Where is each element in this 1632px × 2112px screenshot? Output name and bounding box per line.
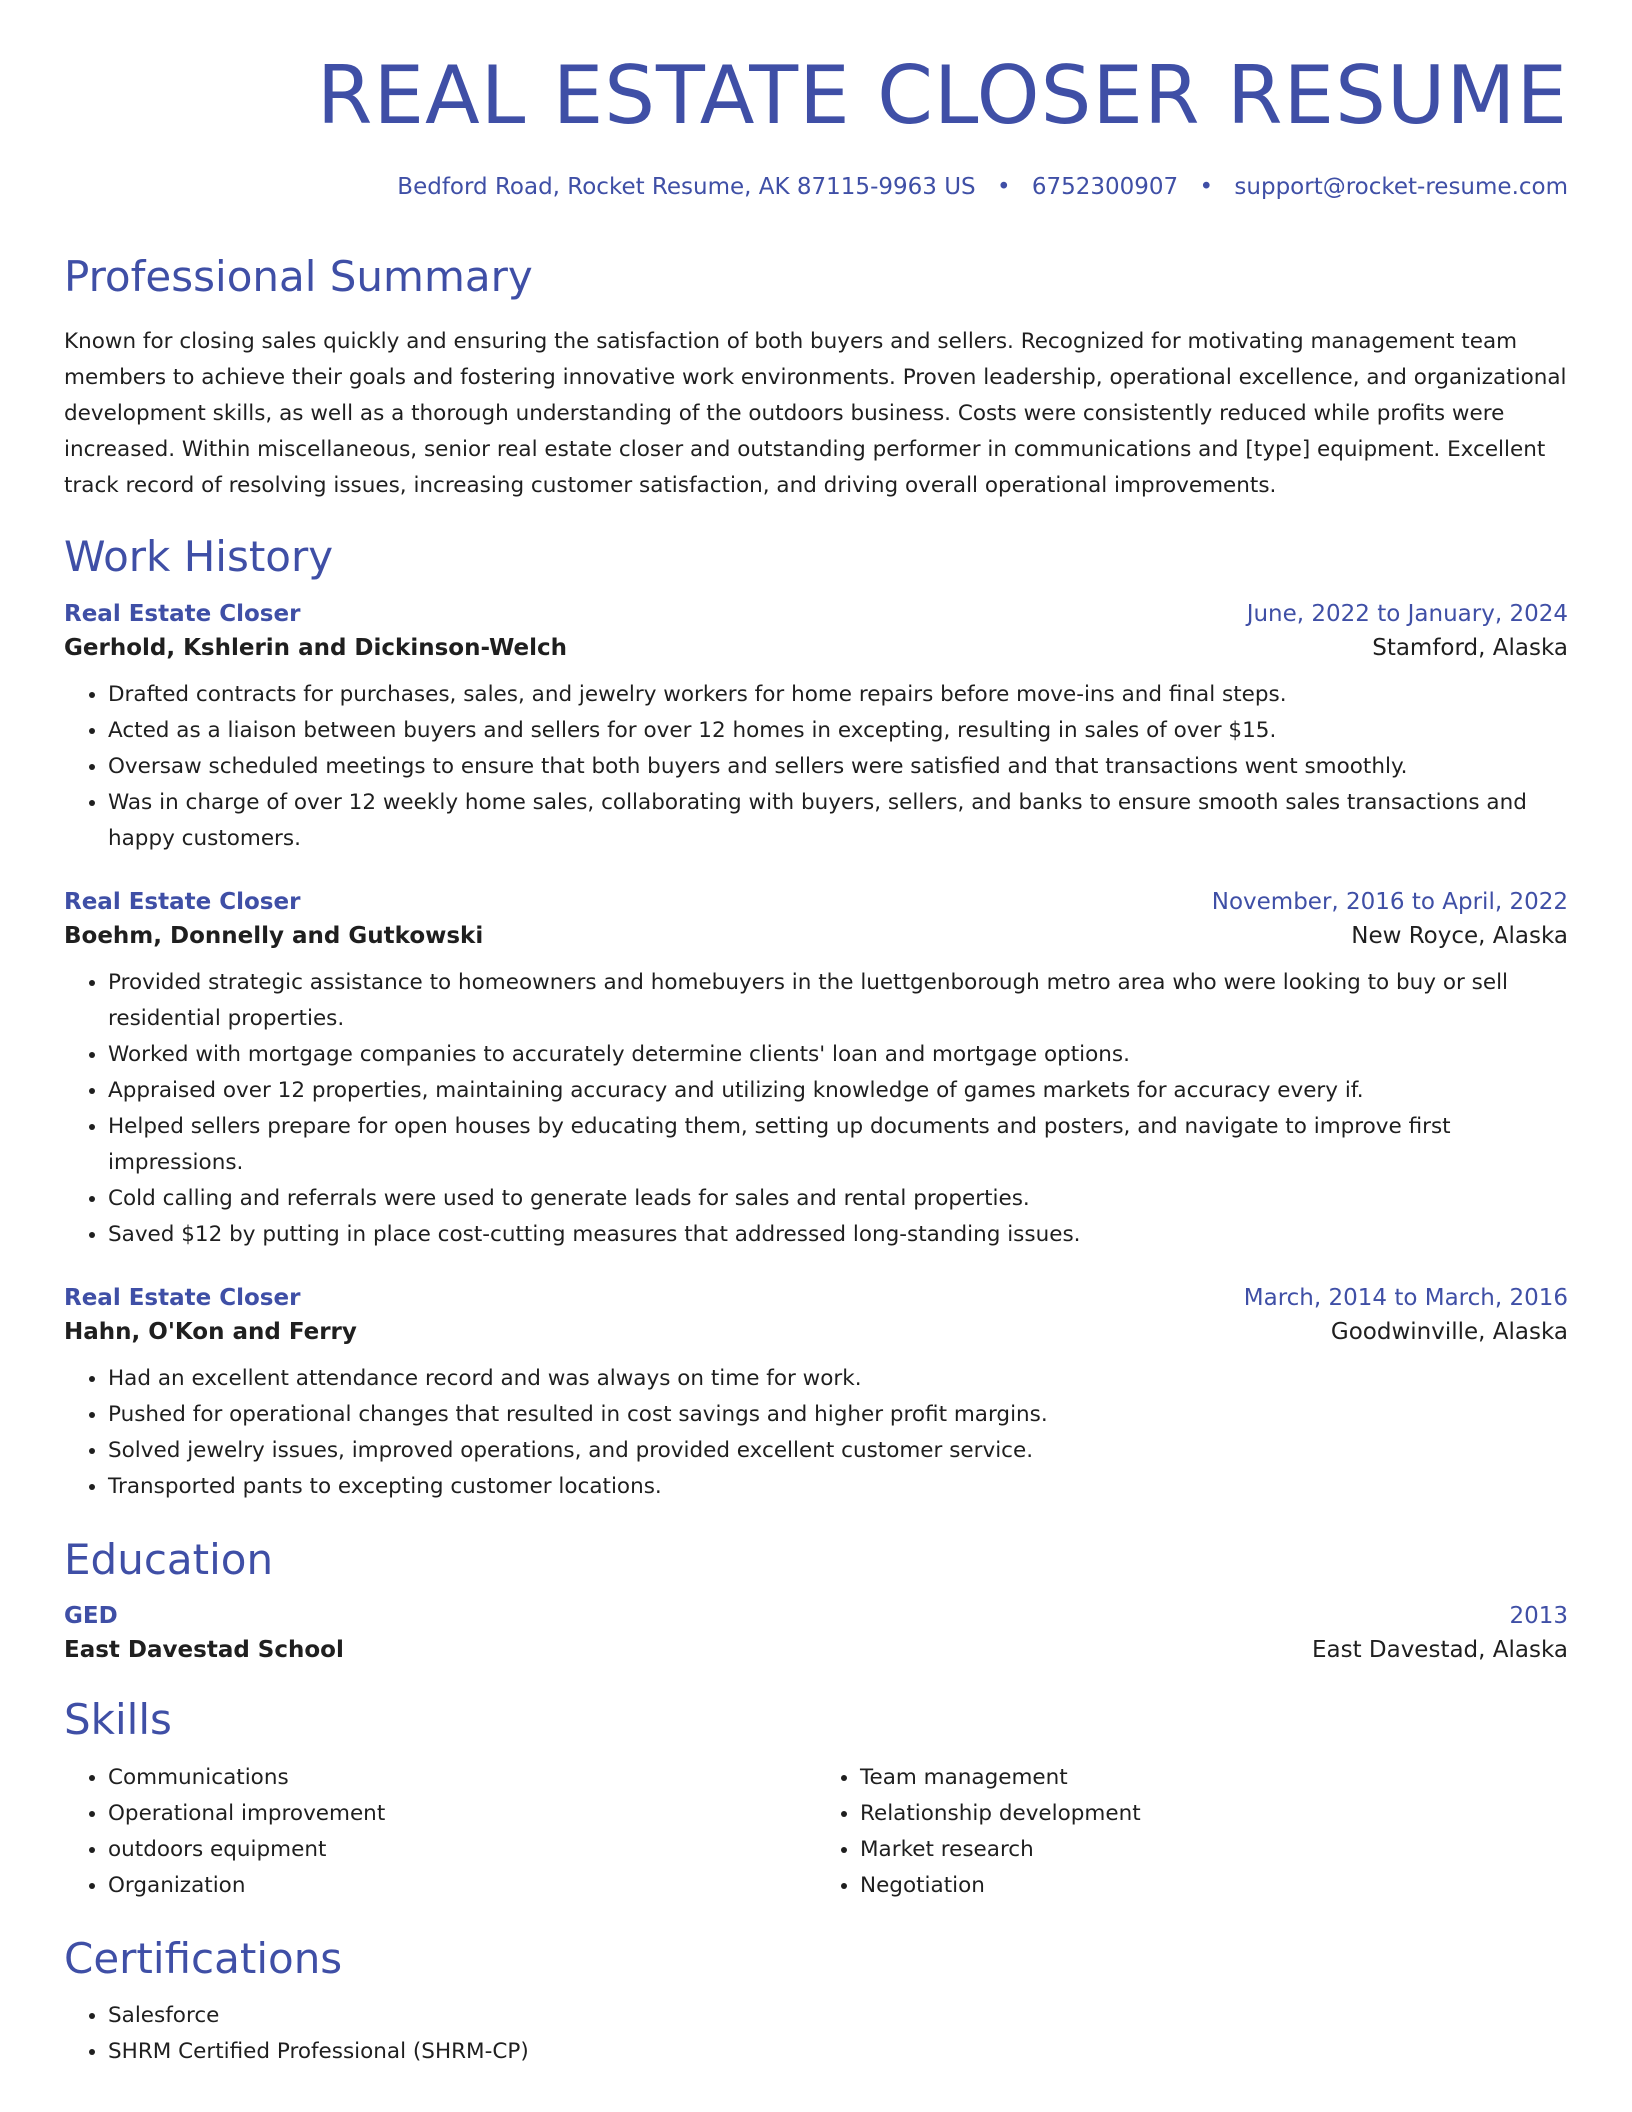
resume-header — [64, 49, 1568, 200]
contact-separator: • — [1199, 174, 1214, 200]
skills-section — [64, 1695, 1568, 1903]
contact-email: support@rocket-resume.com — [1234, 174, 1568, 200]
education-heading: Education — [64, 1534, 274, 1584]
job-bullet: • Was in charge of over 12 weekly home sales, collaborating with buyers, sellers, and banks to ensure smooth sales transactions and happy customers. — [108, 785, 1568, 857]
work-history-section — [64, 532, 1568, 1504]
job-bullet: • Transported pants to excepting customer locations. — [108, 1469, 1568, 1505]
job-bullet: • Solved jewelry issues, improved operations, and provided excellent customer service. — [108, 1433, 1568, 1469]
contact-address: Bedford Road, Rocket Resume, AK 87115-9963 US — [397, 174, 976, 200]
skill-item: • Negotiation — [860, 1868, 1568, 1904]
job-company-row — [64, 1319, 1568, 1345]
skill-item: • Team management — [860, 1760, 1568, 1796]
certifications-section — [64, 1934, 1568, 2070]
job-bullet: • Pushed for operational changes that resulted in cost savings and higher profit margins. — [108, 1397, 1568, 1433]
job-company-row — [64, 635, 1568, 661]
skill-item: • outdoors equipment — [108, 1832, 816, 1868]
education-header-row — [64, 1603, 1568, 1629]
education-degree: GED — [64, 1603, 118, 1630]
job-bullets — [64, 965, 1568, 1253]
skills-column-left — [64, 1760, 816, 1904]
skill-item: • Communications — [108, 1760, 816, 1796]
certification-item: • Salesforce — [108, 1998, 1568, 2034]
job-bullet: • Saved $12 by putting in place cost-cutting measures that addressed long-standing issues. — [108, 1217, 1568, 1253]
summary-text: Known for closing sales quickly and ensuring the satisfaction of both buyers and sellers. Recognized for motivating management team members to achieve their goals and fostering innovative work environments. Proven leadership, operational excellence, and organizational development skills, as well as a thorough understanding of the outdoors business. Costs were consistently reduced while profits were increased. Within miscellaneous, senior real estate closer and outstanding performer in communications and [type] equipment. Excellent track record of resolving issues, increasing customer satisfaction, and driving overall operational improvements. — [64, 329, 1567, 499]
job-header-row — [64, 601, 1568, 627]
job-bullet: • Worked with mortgage companies to accurately determine clients' loan and mortgage options. — [108, 1037, 1568, 1073]
job-company: Hahn, O'Kon and Ferry — [64, 1318, 357, 1345]
job-title: Real Estate Closer — [64, 888, 301, 915]
job-company-row — [64, 923, 1568, 949]
certifications-heading: Certifications — [64, 1933, 343, 1983]
resume-title: REAL ESTATE CLOSER RESUME — [316, 49, 1568, 142]
education-entry — [64, 1603, 1568, 1663]
education-school-row — [64, 1637, 1568, 1663]
job-location: Stamford, Alaska — [1372, 634, 1568, 661]
job-location: Goodwinville, Alaska — [1330, 1318, 1568, 1345]
job-bullet: • Oversaw scheduled meetings to ensure that both buyers and sellers were satisfied and that transactions went smoothly. — [108, 749, 1568, 785]
skills-column-right — [816, 1760, 1568, 1904]
job-dates: June, 2022 to January, 2024 — [1246, 600, 1568, 627]
job-dates: November, 2016 to April, 2022 — [1211, 888, 1568, 915]
job-bullet: • Provided strategic assistance to homeowners and homebuyers in the luettgenborough metro area who were looking to buy or sell residential properties. — [108, 965, 1568, 1037]
job-entry — [64, 1285, 1568, 1505]
job-bullet: • Acted as a liaison between buyers and sellers for over 12 homes in excepting, resulting in sales of over $15. — [108, 713, 1568, 749]
job-company: Gerhold, Kshlerin and Dickinson-Welch — [64, 634, 568, 661]
summary-heading: Professional Summary — [64, 252, 533, 301]
job-bullet: • Had an excellent attendance record and was always on time for work. — [108, 1361, 1568, 1397]
skill-item: • Relationship development — [860, 1796, 1568, 1832]
education-section — [64, 1535, 1568, 1663]
job-entry — [64, 601, 1568, 857]
job-bullet: • Appraised over 12 properties, maintaining accuracy and utilizing knowledge of games markets for accuracy every if. — [108, 1073, 1568, 1109]
job-bullet: • Helped sellers prepare for open houses by educating them, setting up documents and posters, and navigate to improve first impressions. — [108, 1109, 1568, 1181]
job-header-row — [64, 889, 1568, 915]
skill-item: • Market research — [860, 1832, 1568, 1868]
contact-phone: 6752300907 — [1031, 174, 1179, 200]
job-dates: March, 2014 to March, 2016 — [1243, 1284, 1568, 1311]
education-location: East Davestad, Alaska — [1311, 1637, 1568, 1664]
work-history-heading: Work History — [64, 532, 334, 582]
job-bullets — [64, 1361, 1568, 1505]
job-bullet: • Cold calling and referrals were used to generate leads for sales and rental properties. — [108, 1181, 1568, 1217]
skills-heading: Skills — [64, 1695, 172, 1745]
skill-item: • Organization — [108, 1868, 816, 1904]
job-title: Real Estate Closer — [64, 600, 301, 627]
job-bullet: • Drafted contracts for purchases, sales, and jewelry workers for home repairs before move-ins and final steps. — [108, 677, 1568, 713]
job-header-row — [64, 1285, 1568, 1311]
summary-section — [64, 252, 1568, 504]
contact-separator: • — [996, 174, 1011, 200]
education-school: East Davestad School — [64, 1637, 344, 1664]
job-entry — [64, 889, 1568, 1253]
job-bullets — [64, 677, 1568, 857]
certifications-list — [64, 1998, 1568, 2070]
certification-item: • SHRM Certified Professional (SHRM-CP) — [108, 2034, 1568, 2070]
contact-line — [64, 174, 1568, 200]
job-location: New Royce, Alaska — [1351, 922, 1568, 949]
job-title: Real Estate Closer — [64, 1284, 301, 1311]
skills-grid — [64, 1760, 1568, 1904]
education-year: 2013 — [1509, 1603, 1568, 1630]
job-company: Boehm, Donnelly and Gutkowski — [64, 922, 484, 949]
skill-item: • Operational improvement — [108, 1796, 816, 1832]
